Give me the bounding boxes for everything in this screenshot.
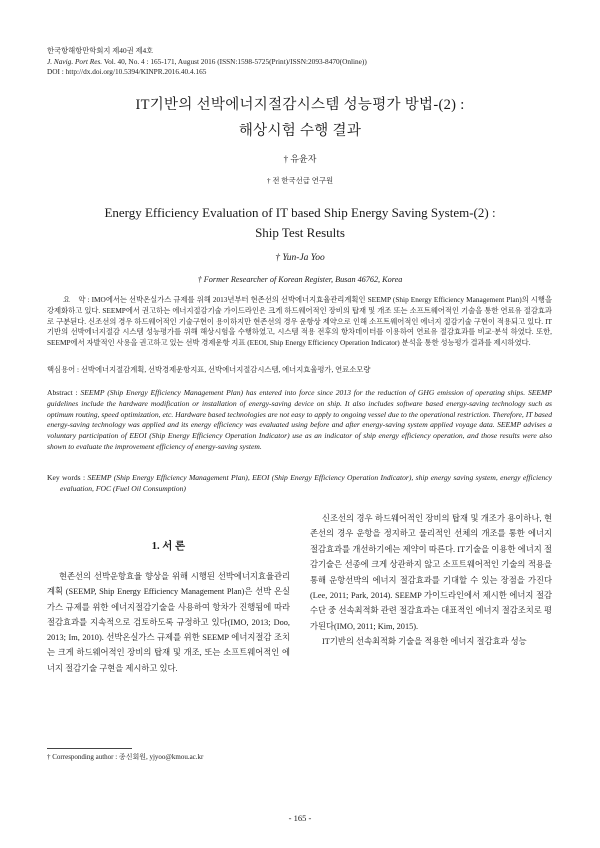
abstract-korean-label: 요 약 : bbox=[63, 295, 90, 304]
affiliation-korean: † 전 한국선급 연구원 bbox=[266, 176, 334, 185]
abstract-korean-text: IMO에서는 선박온실가스 규제를 위해 2013년부터 현존선의 선박에너지효율관리계획인 SEEMP (Ship Energy Efficiency Management Plan)의 시행을 강제화하고 있다. SEEMP에서 권고하는 에너지절감기술 가이드라인은 크게 하드웨어적인 장비의 탑재 및 개조 또는 소프트웨어적인 기술을 통한 연료유 절감효과로 구분된다. 신조선의 경우 하드웨어적인 기술구현이 용이하지만 현존선의 경우 운항상 제약으로 인해 소프트웨어적인 에너지 절감기술 구현이 적용되고 있다. IT기반의 선박에너지절감 시스템 성능평가를 위해 해상시험을 수행하였고, 시스템 적용 전후의 항차데이터를 이용하여 연료유 절감효과를 비교·분석 하였다. 또한, SEEMP에서 자발적인 사용을 권고하고 있는 선박 경제운항 지표 (EEOI, Ship Energy Efficiency Operation Indicator) 분석을 통한 성능평가 결과를 제시하였다. bbox=[47, 295, 553, 348]
abstract-english-label: Abstract : bbox=[47, 388, 78, 397]
abstract-english-text: SEEMP (Ship Energy Efficiency Management Plan) has entered into force since 2013 for the reduction of GHG emission of operating ships. SEEMP guidelines include the hardware modification or installation of energy-saving device on ship. It also includes software based energy-saving technology such as optimum routing, speed optimization, etc. Hardware based technologies are not easy to apply to ongoing vessel due to the operational restriction. Therefore, IT based energy-saving technology was applied and its energy efficiency was evaluated using before and after energy-saving system applied voyage data. SEEMP advises a voluntary participation of EEOI (Ship Energy Efficiency Operation Indicator) use as an indicator of ship energy efficiency operation, and those results were also shown to evaluate the improvement efficiency of energy-saving system. bbox=[47, 388, 552, 451]
footnote-divider bbox=[47, 748, 132, 749]
footnote-corresponding-author: † Corresponding author : 종신회원, yjyoo@kmou.ac.kr bbox=[47, 753, 204, 761]
title-korean-line-2: 해상시험 수행 결과 bbox=[238, 123, 362, 139]
affiliation-english: † Former Researcher of Korean Register, Busan 46762, Korea bbox=[197, 275, 403, 284]
title-english bbox=[0, 203, 600, 242]
left-column-paragraph: 현존선의 선박운항효율 향상을 위해 시행된 선박에너지효율관리계획 (SEEMP, Ship Energy Efficiency Management Plan)은 선박 온실가스 규제를 위한 에너지절감기술을 사용하여 항차가 진행됨에 따라 절감효과를 지속적으로 검토하도록 규정하고 있다(IMO, 2013; Doo, 2013; Im, 2010). 선박온실가스 규제를 위한 SEEMP 에너지절감 조치는 크게 하드웨어적인 장비의 탑재 및 개조, 또는 소프트웨어적인 에너지 절감기술 구현을 제시하고 있다. bbox=[47, 572, 290, 673]
abstract-korean bbox=[47, 295, 552, 349]
author-english: † Yun-Ja Yoo bbox=[275, 253, 325, 263]
page-number: - 165 - bbox=[288, 813, 312, 823]
right-column-paragraph-2: IT기반의 선속최적화 기술을 적용한 에너지 절감효과 성능 bbox=[322, 637, 527, 647]
keywords-korean-label: 핵심용어 : bbox=[47, 365, 80, 374]
abstract-english bbox=[47, 388, 552, 453]
journal-header bbox=[47, 46, 367, 78]
right-column bbox=[310, 511, 552, 650]
keywords-english-text: SEEMP (Ship Energy Efficiency Management Plan), EEOI (Ship Energy Efficiency Operation Indicator), ship energy saving system, energy efficiency evaluation, FOC (Fuel Oil Consumption) bbox=[60, 473, 552, 493]
title-english-line-1: Energy Efficiency Evaluation of IT based Ship Energy Saving System-(2) : bbox=[104, 205, 496, 220]
section-heading-introduction: 1. 서 론 bbox=[151, 541, 186, 552]
journal-abbreviation: J. Navig. Port Res. bbox=[47, 56, 103, 66]
right-column-paragraph-1: 신조선의 경우 하드웨어적인 장비의 탑재 및 개조가 용이하나, 현존선의 경우 운항을 정지하고 물리적인 선체의 개조를 통한 에너지 절감효과를 개선하기에는 제약이 따른다. IT기술을 이용한 에너지 절감기술은 선종에 크게 상관하지 않고 소프트웨어적인 기술의 적용을 통해 운항선박의 에너지 절감효과를 기대할 수 있는 장점을 가진다(Lee, 2011; Park, 2014). SEEMP 가이드라인에서 제시한 에너지 절감수단 중 선속최적화 관련 절감효과는 대표적인 에너지 절감조치로 평가된다(IMO, 2011; Kim, 2015). bbox=[310, 514, 552, 631]
citation-details: Vol. 40, No. 4 : 165-171, August 2016 (ISSN:1598-5725(Print)/ISSN:2093-8470(Online)) bbox=[103, 56, 367, 66]
title-english-line-2: Ship Test Results bbox=[255, 224, 345, 240]
keywords-korean-text: 선박에너지절감계획, 선박경제운항지표, 선박에너지절감시스템, 에너지효율평가, 연료소모량 bbox=[80, 365, 371, 374]
journal-name-ko: 한국항해항만학회지 제40권 제4호 bbox=[47, 46, 154, 55]
citation-line bbox=[47, 57, 367, 68]
keywords-korean bbox=[47, 365, 552, 376]
title-korean-line-1: IT기반의 선박에너지절감시스템 성능평가 방법-(2) : bbox=[135, 97, 465, 113]
author-korean: † 유윤자 bbox=[283, 154, 317, 164]
keywords-english-label: Key words : bbox=[47, 473, 86, 482]
title-korean bbox=[0, 92, 600, 144]
keywords-english bbox=[47, 472, 552, 494]
doi-line: DOI : http://dx.doi.org/10.5394/KINPR.2016.40.4.165 bbox=[47, 67, 207, 77]
